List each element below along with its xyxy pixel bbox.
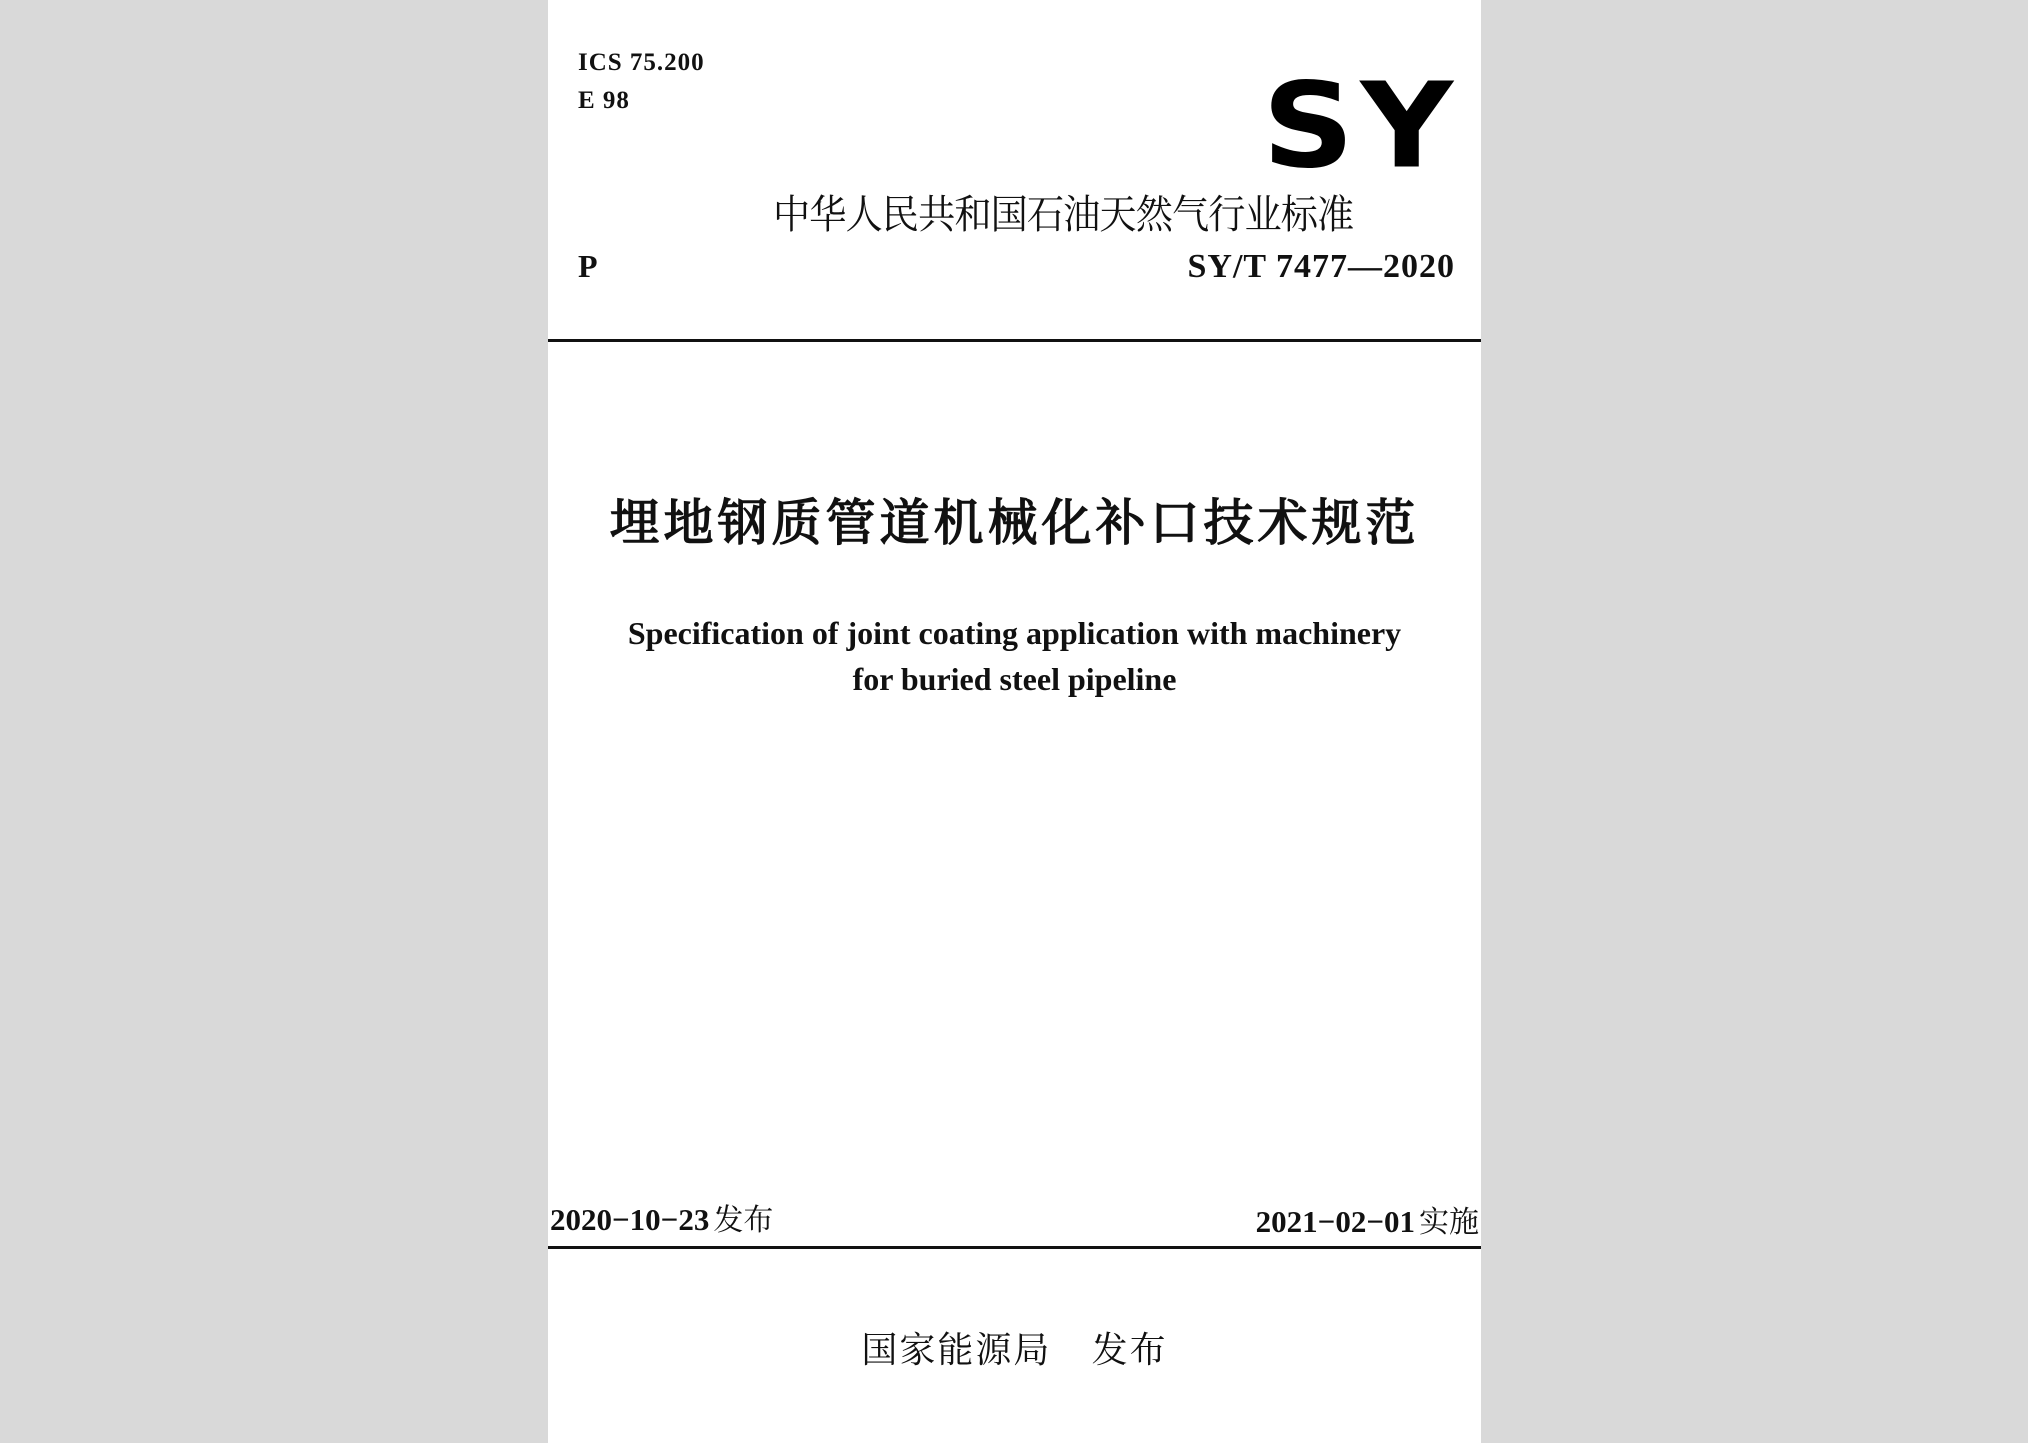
standard-number: SY/T 7477—2020 [1187, 248, 1455, 285]
implement-label: 实施 [1419, 1205, 1479, 1240]
ics-code: ICS 75.200 [578, 49, 705, 76]
issue-label: 发布 [713, 1203, 774, 1238]
classification-codes [578, 44, 705, 120]
issue-date: 2020−10−23 [550, 1202, 710, 1237]
english-title [548, 610, 1481, 702]
chinese-title: 埋地钢质管道机械化补口技术规范 [609, 494, 1420, 552]
bottom-divider [548, 1246, 1481, 1249]
ccs-code: E 98 [578, 87, 630, 114]
top-divider [548, 339, 1481, 342]
publisher: 国家能源局 发布 [861, 1330, 1168, 1371]
document-page [548, 0, 1481, 1443]
sy-logo: SY [1262, 57, 1459, 195]
issue-date-block [550, 1195, 773, 1239]
english-title-line-2: for buried steel pipeline [852, 661, 1177, 697]
implement-date-block [1256, 1197, 1479, 1241]
standard-category: 中华人民共和国石油天然气行业标准 [773, 192, 1354, 238]
english-title-line-1: Specification of joint coating application with machinery [627, 615, 1402, 651]
filing-label: P [578, 248, 598, 284]
implement-date: 2021−02−01 [1255, 1204, 1415, 1239]
